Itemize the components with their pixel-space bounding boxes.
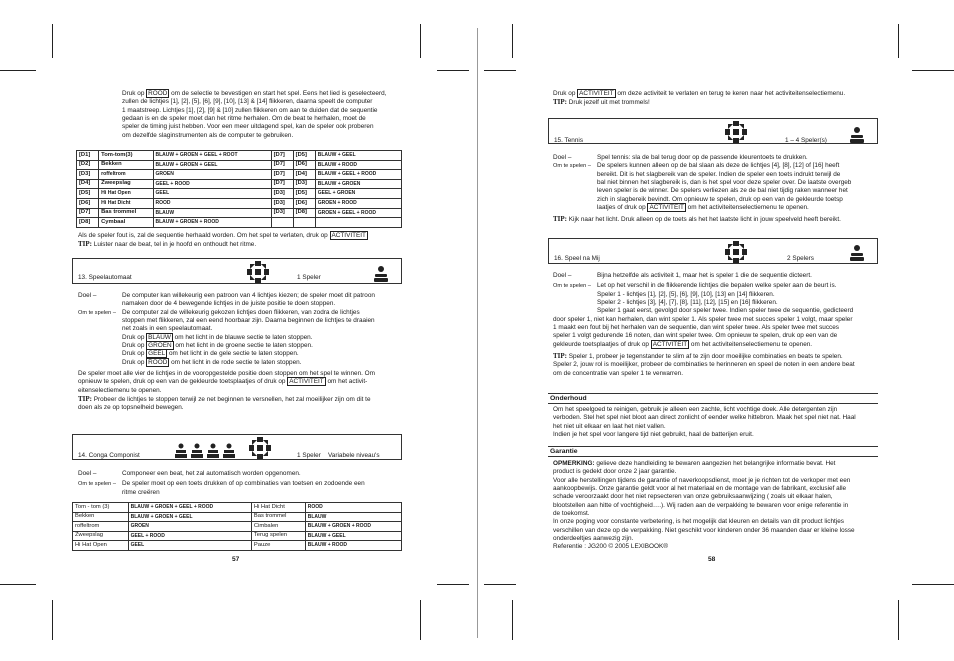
- text: Druk op: [122, 350, 147, 358]
- page-number: 57: [232, 556, 240, 563]
- tip-text: doen als ze op topsnelheid bewegen.: [78, 404, 184, 412]
- reference-text: Referentie : JG200 © 2005 LEXIBOOK®: [553, 543, 668, 551]
- crop-mark: [484, 584, 516, 585]
- text: In onze poging voor constante verbetering, is het mogelijk dat kleuren en details van dit product lichtjes: [553, 518, 844, 526]
- player-pawn-icon: [849, 126, 865, 144]
- label: Doel –: [553, 154, 572, 161]
- text: Indien je het spel voor langere tijd niet gebruikt, haal de batterijen eruit.: [553, 430, 754, 438]
- text: blootstellen aan hitte of vochtigheid….). Wij raden aan de verpakking te bewaren voor enige referentie in: [553, 501, 849, 509]
- text: de toekomst.: [553, 509, 590, 517]
- activity-title: 13. Speelautomaat: [78, 274, 132, 281]
- table-cell: [D6]: [293, 160, 315, 170]
- crop-mark: [52, 24, 53, 58]
- tip-text: Luister naar de beat, tel in je hoofd en onthoudt het ritme.: [92, 241, 257, 249]
- table-cell: Terug spelen: [251, 531, 305, 541]
- table-row: [77, 151, 402, 161]
- table-cell: [D3]: [271, 189, 293, 199]
- table-cell: [D6]: [293, 198, 315, 208]
- table-cell: Bekken: [99, 160, 153, 170]
- text: door speler 1, niet kan herhalen, dan wint speler 1. Als speler twee met succes speler 1 volgt, maar speler: [553, 315, 853, 323]
- text: om het licht in de rode sectie te laten stoppen.: [169, 358, 302, 366]
- activiteit-key-label: ACTIVITEIT: [652, 340, 688, 348]
- crop-mark: [512, 24, 513, 58]
- activity-14-text: [78, 470, 408, 497]
- page-number: 58: [708, 556, 716, 563]
- table-row: [73, 522, 402, 532]
- table-cell: BLAUW + GROEN: [315, 179, 401, 189]
- crop-mark: [52, 600, 53, 640]
- table-cell: Zweepslag: [73, 531, 129, 541]
- table-cell: Bas trommel: [99, 208, 153, 218]
- label: Doel –: [78, 470, 97, 477]
- activiteit-key-label: ACTIVITEIT: [331, 232, 366, 239]
- text: Speler 1 - lichtjes [1], [2], [5], [6], [9], [10], [13] en [14] flikkeren.: [597, 290, 775, 298]
- text: om het activit-: [325, 378, 368, 386]
- table-cell: GEEL + ROOD: [153, 179, 271, 189]
- table-cell: Hi Hat Dicht: [251, 503, 305, 513]
- text: eitenselectiemenu te openen.: [78, 386, 162, 394]
- text: Componeer een beat, het zal automatisch worden opgenomen.: [122, 470, 301, 477]
- blauw-key-label: BLAUW: [148, 333, 171, 341]
- drum-pad-icon: [724, 120, 748, 144]
- crop-mark: [484, 70, 516, 71]
- text: bal niet binnen het slagbereik is, dan is het spel voor deze speler over. De laatste overgeb: [597, 178, 852, 186]
- table-row: [73, 531, 402, 541]
- text: onderdeeltjes aanwezig zijn.: [553, 534, 634, 542]
- table-cell: BLAUW + GROEN + GEEL: [128, 512, 251, 522]
- table-cell: ROOD: [305, 503, 401, 513]
- table-cell: BLAUW + GEEL: [305, 531, 401, 541]
- label: Om te spelen –: [78, 481, 116, 488]
- table-cell: [315, 218, 401, 228]
- text: stoppen met flikkeren, zal een eend hoorbaar zijn. Daarna beginnen de lichtjes te draaien: [122, 316, 375, 324]
- text: leven speler is de winner. De spelers verliezen als ze de bal niet tijdig raken wanneer het: [597, 187, 848, 195]
- activity-13-header: [72, 258, 402, 284]
- table-cell: roffeltrom: [73, 522, 129, 532]
- table-cell: GROEN + ROOD: [315, 198, 401, 208]
- table-cell: BLAUW: [305, 512, 401, 522]
- text: Druk op: [122, 333, 147, 341]
- activity-15-header: [548, 118, 878, 144]
- text: De speler moet alle vier de lichtjes in de vooropgestelde positie doen stoppen om het spel te winnen. Om: [78, 369, 375, 377]
- repeat-text: [78, 232, 408, 250]
- table-cell: [271, 218, 293, 228]
- table-cell: Hi Hat Dicht: [99, 198, 153, 208]
- table-cell: [D7]: [271, 170, 293, 180]
- text: 1 maatstreep. Lichtjes [1], [2], [9] & [10] zullen flikkeren om aan te duiden dat de sequentie: [122, 106, 378, 114]
- table-cell: [293, 218, 315, 228]
- table-cell: GROEN: [128, 522, 251, 532]
- table-cell: [D7]: [271, 160, 293, 170]
- crop-mark: [0, 584, 36, 585]
- activiteit-key-label: ACTIVITEIT: [579, 90, 614, 97]
- crop-mark: [898, 600, 899, 640]
- text: om het activiteitenselectiemenu te openen.: [685, 203, 809, 211]
- text: Druk op: [122, 90, 147, 97]
- tip-text: Kijk naar het licht. Druk alleen op de toets als het het laatste licht in jouw speelveld heeft bereikt.: [567, 216, 841, 224]
- table-cell: [D4]: [293, 170, 315, 180]
- player-pawn-icon: [849, 244, 865, 262]
- tip-label: TIP:: [553, 98, 567, 107]
- text: Om het speelgoed te reinigen, gebruik je alleen een zachte, licht vochtige doek. Alle detergenten zijn: [553, 406, 838, 413]
- table-cell: [D5]: [293, 151, 315, 161]
- player-count: 1 Speler: [297, 274, 321, 281]
- text: zich in slagbereik bevindt. Om opnieuw te spelen, druk op een van de gekleurde toetsp: [597, 195, 843, 203]
- text: om het activiteitenselectiemenu te openen.: [689, 340, 813, 348]
- text: gedaan is en de speler moet dan het ritme herhalen. Om de beat te herhalen, moet de: [122, 114, 366, 122]
- table-cell: Tom-tom(3): [99, 151, 153, 161]
- crop-mark: [912, 70, 954, 71]
- table-cell: Cimbalen: [251, 522, 305, 532]
- text: Druk op: [553, 90, 578, 97]
- rood-key-label: ROOD: [148, 358, 168, 366]
- tip-label: TIP:: [78, 394, 92, 403]
- table-cell: Pauze: [251, 541, 305, 551]
- table-cell: [D8]: [77, 218, 99, 228]
- activity-16-header: [548, 238, 878, 264]
- table-cell: BLAUW + GROEN + GEEL + ROOT: [153, 151, 271, 161]
- label: Om te spelen –: [553, 163, 591, 170]
- text: Speler 2 - lichtjes [3], [4], [7], [8], [11], [12], [15] en [16] flikkeren.: [597, 298, 778, 306]
- text: ritme creëren: [122, 488, 160, 496]
- text: speler de timing juist hebben. Voor een meer uitdagend spel, kan de speler ook proberen: [122, 123, 374, 131]
- table-cell: ROOD: [153, 198, 271, 208]
- table-cell: GEEL: [153, 189, 271, 199]
- activity-15-text: [553, 154, 883, 225]
- table-cell: BLAUW + GEEL + ROOD: [315, 170, 401, 180]
- table-row: [77, 179, 402, 189]
- table-cell: BLAUW + GEEL: [315, 151, 401, 161]
- table-cell: BLAUW + GROEN + ROOD: [153, 218, 271, 228]
- drum-pad-icon: [248, 436, 272, 460]
- text: schade veroorzaakt door het niet repsecteren van onze gebruiksaanwijzing ( zoals uit elkaar halen,: [553, 493, 833, 501]
- fold-line: [477, 28, 478, 638]
- text: om dezelfde slaginstrumenten als de computer te gebruiken.: [122, 131, 294, 139]
- table-row: [77, 218, 402, 228]
- tip-label: TIP:: [553, 351, 567, 360]
- table-row: [77, 170, 402, 180]
- tip-text: Speler 1, probeer je tegenstander te slim af te zijn door moeilijke combinaties en beats te spelen.: [567, 352, 843, 360]
- table-row: [73, 503, 402, 513]
- table-cell: [D5]: [293, 189, 315, 199]
- activity-title: 16. Speel na Mij: [554, 255, 600, 262]
- table-cell: Bas trommel: [251, 512, 305, 522]
- onderhoud-heading: Onderhoud: [548, 393, 878, 404]
- text: Als de speler fout is, zal de sequentie herhaald worden. Om het spel te verlaten, druk op: [78, 232, 330, 239]
- text: Druk op: [122, 358, 147, 366]
- text: zullen de lichtjes [1], [2], [5], [6], [9], [10], [13] & [14] flikkeren, daarna speelt de computer: [122, 98, 373, 106]
- text: om het licht in de gele sectie te laten stoppen.: [167, 350, 299, 358]
- text: De spelers kunnen alleen op de bal slaan als deze de lichtjes [4], [8], [12] of [16] heeft: [597, 162, 840, 170]
- rood-key-label: ROOD: [148, 90, 168, 97]
- player-count: 1 Speler: [297, 452, 321, 459]
- label: Doel –: [78, 292, 97, 299]
- table-row: [77, 198, 402, 208]
- text: Spel tennis: sla de bal terug door op de passende kleurentoets te drukken.: [597, 154, 808, 161]
- table-cell: BLAUW + ROOD: [315, 160, 401, 170]
- tip-text: Druk jezelf uit met trommels!: [567, 99, 650, 107]
- instrument-table: [76, 150, 402, 228]
- label: Om te spelen –: [553, 283, 591, 290]
- tip-text: Speler 2, jouw rol is moeilijker, probeer de combinaties te herinneren en speel de noten in een andere beat: [553, 361, 855, 369]
- label: Doel –: [553, 272, 572, 279]
- crop-mark: [420, 600, 421, 640]
- activity-13-text: [78, 292, 408, 413]
- text: laatjes of druk op: [597, 203, 648, 211]
- text: De computer zal de willekeurig gekozen lichtjes doen flikkeren, van zodra de lichtjes: [122, 308, 360, 316]
- top-text: [553, 90, 883, 108]
- garantie-heading: Garantie: [548, 446, 878, 457]
- text: om het licht in de blauwe sectie te laten stoppen.: [172, 333, 313, 341]
- table-cell: [D5]: [77, 189, 99, 199]
- text: speler 1 volgt gedurende 16 noten, dan wint speler twee. Om opnieuw te spelen, druk op een van de: [553, 332, 838, 340]
- table-cell: GROEN + GEEL + ROOD: [315, 208, 401, 218]
- table-cell: GEEL: [128, 541, 251, 551]
- table-cell: GEEL + GROEN: [315, 189, 401, 199]
- table-cell: [D4]: [77, 179, 99, 189]
- table-cell: Cymbaal: [99, 218, 153, 228]
- table-cell: Zweepslag: [99, 179, 153, 189]
- text: 1 maakt een fout bij het herhalen van de sequentie, dan wint speler twee. Als speler twee met succes: [553, 323, 839, 331]
- label: OPMERKING:: [553, 460, 595, 467]
- text: Speler 1 gaat eerst, gevolgd door speler twee. Indien speler twee de sequentie, gedicteerd: [597, 307, 854, 315]
- table-cell: [D7]: [271, 179, 293, 189]
- text: aankoopbewijs. Onze garantie geldt voor al het materiaal en de montage van de fabrikant, exclusief alle: [553, 484, 847, 492]
- text: De computer kan willekeurig een patroon van 4 lichtjes kiezen; de speler moet dit patroon: [122, 292, 375, 299]
- table-cell: Hi Hat Open: [73, 541, 129, 551]
- crop-mark: [0, 70, 36, 71]
- text: bereikt. Dit is het slagbereik van de speler. Indien de speler een toets indrukt terwijl de: [597, 170, 841, 178]
- table-row: [77, 208, 402, 218]
- activiteit-key-label: ACTIVITEIT: [289, 378, 324, 386]
- text: Voor alle herstellingen tijdens de garantie of naverkoopsdienst, moet je je richten tot de verkoper met een: [553, 476, 851, 484]
- player-count: 2 Spelers: [787, 255, 814, 262]
- text: het niet uit elkaar en laat het niet vallen.: [553, 422, 666, 430]
- activiteit-key-label: ACTIVITEIT: [649, 203, 684, 211]
- drum-pad-icon: [246, 260, 270, 284]
- table-cell: [D3]: [293, 179, 315, 189]
- table-cell: [D3]: [271, 198, 293, 208]
- table-row: [73, 541, 402, 551]
- text: gelieve deze handleiding te bewaren aangezien het belangrijke informatie bevat. Het: [594, 460, 836, 467]
- table-cell: Bekken: [73, 512, 129, 522]
- text: namaken door de 4 bewegende lichtjes in de juiste positie te doen stoppen.: [122, 300, 336, 308]
- text: gekleurde toetsplaatjes of druk op: [553, 340, 651, 348]
- level-label: Variabele niveau's: [328, 452, 380, 459]
- table-cell: GEEL + ROOD: [128, 531, 251, 541]
- text: net zoals in een speelautomaat.: [122, 325, 213, 333]
- text: Let op het verschil in de flikkerende lichtjes die bepalen welke speler aan de beurt is.: [597, 282, 837, 290]
- crop-mark: [437, 584, 469, 585]
- table-cell: roffeltrom: [99, 170, 153, 180]
- table-row: [73, 512, 402, 522]
- tip-label: TIP:: [78, 240, 92, 249]
- text: Druk op: [122, 341, 147, 349]
- text: verboden. Stel het spel niet bloot aan direct zonlicht of eender welke hittebron. Maak het spel niet nat. Haal: [553, 414, 856, 422]
- table-cell: [D3]: [271, 208, 293, 218]
- text: om deze activiteit te verlaten en terug te keren naar het activiteitenselectiemenu.: [615, 90, 846, 97]
- table-cell: [D2]: [77, 160, 99, 170]
- crop-mark: [420, 24, 421, 58]
- label: Om te spelen –: [78, 309, 116, 316]
- table-cell: Tom - tom (3): [73, 503, 129, 513]
- table-cell: [D3]: [77, 170, 99, 180]
- table-cell: BLAUW: [153, 208, 271, 218]
- garantie-text: [553, 460, 879, 552]
- table-cell: BLAUW + GROEN + GEEL + ROOD: [128, 503, 251, 513]
- crop-mark: [512, 600, 513, 640]
- activity-title: 14. Conga Componist: [78, 452, 140, 459]
- level-icons: [173, 443, 239, 462]
- tip-text: om de concentratie van speler 1 te verwarren.: [553, 369, 684, 377]
- onderhoud-text: [553, 406, 879, 439]
- table-row: [77, 160, 402, 170]
- activity-16-text: [553, 272, 879, 378]
- table-cell: [D1]: [77, 151, 99, 161]
- tip-label: TIP:: [553, 215, 567, 224]
- table-cell: [D6]: [77, 198, 99, 208]
- table-cell: [D7]: [77, 208, 99, 218]
- text: verschillen van deze op de verpakking. Niet geschikt voor kinderen onder 36 maanden daar er kleine losse: [553, 526, 855, 534]
- crop-mark: [898, 24, 899, 58]
- player-pawn-icon: [373, 265, 389, 283]
- text: Bijna hetzelfde als activiteit 1, maar het is speler 1 die de sequentie dicteert.: [597, 272, 812, 279]
- groen-key-label: GROEN: [148, 341, 172, 349]
- text: product is gedekt door onze 2 jaar garantie.: [553, 468, 677, 476]
- table-cell: [D7]: [271, 151, 293, 161]
- table-cell: BLAUW + GROEN + ROOD: [305, 522, 401, 532]
- table-row: [77, 189, 402, 199]
- conga-table: [72, 502, 402, 551]
- text: opnieuw te spelen, druk op een van de gekleurde toetsplaatjes of druk op: [78, 378, 288, 386]
- table-cell: BLAUW + ROOD: [305, 541, 401, 551]
- table-cell: Hi Hat Open: [99, 189, 153, 199]
- text: om het licht in de groene sectie te laten stoppen.: [173, 341, 313, 349]
- crop-mark: [437, 70, 469, 71]
- geel-key-label: GEEL: [148, 350, 166, 358]
- player-count: 1 – 4 Speler(s): [785, 137, 827, 144]
- activity-14-header: [72, 434, 402, 460]
- table-cell: BLAUW + GROEN + GEEL: [153, 160, 271, 170]
- drum-pad-icon: [724, 240, 748, 264]
- tip-text: Probeer de lichtjes te stoppen terwijl ze net beginnen te versnellen, het zal moeilijker zijn om dit te: [92, 395, 371, 403]
- table-cell: [D8]: [293, 208, 315, 218]
- activity-title: 15. Tennis: [554, 137, 584, 144]
- table-cell: GROEN: [153, 170, 271, 180]
- crop-mark: [912, 584, 954, 585]
- text: De speler moet op een toets drukken of op combinaties van toetsen en zodoende een: [122, 480, 365, 488]
- intro-text: [122, 90, 404, 140]
- text: om de selectie te bevestigen en start het spel. Eens het lied is geselecteerd,: [169, 90, 387, 97]
